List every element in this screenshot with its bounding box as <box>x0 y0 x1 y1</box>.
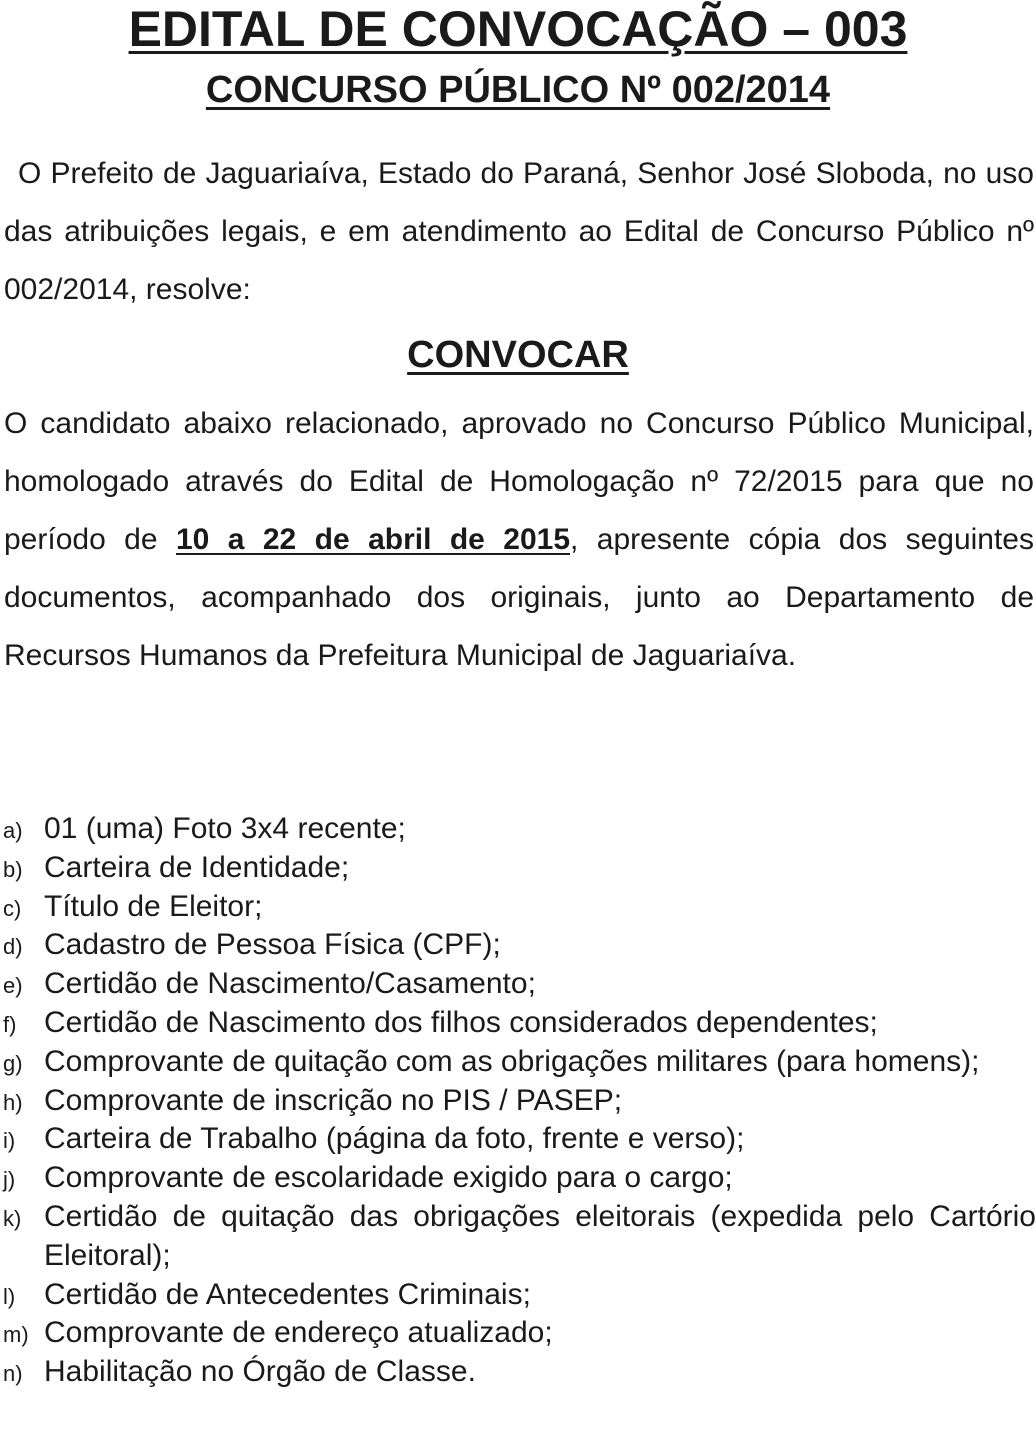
documents-list <box>0 810 1036 1392</box>
list-item-marker: l) <box>3 1283 16 1309</box>
list-item-marker: b) <box>3 856 23 882</box>
list-item <box>0 888 1036 927</box>
list-item-marker: g) <box>3 1050 23 1076</box>
list-item <box>0 1198 1036 1276</box>
list-item-marker: c) <box>3 895 22 921</box>
list-item-text: Certidão de Antecedentes Criminais; <box>44 1277 531 1311</box>
list-item-text: Comprovante de escolaridade exigido para o cargo; <box>44 1161 733 1195</box>
page-title <box>0 0 1036 58</box>
convocar-heading <box>0 327 1036 383</box>
page-subtitle <box>0 66 1036 114</box>
intro-paragraph <box>4 145 1034 319</box>
list-item <box>0 1159 1036 1198</box>
list-item-marker: j) <box>3 1167 16 1193</box>
list-item <box>0 1082 1036 1121</box>
list-item-marker: e) <box>3 973 23 999</box>
page-title-text: EDITAL DE CONVOCAÇÃO – 003 <box>128 1 908 57</box>
list-item <box>0 1004 1036 1043</box>
list-item <box>0 926 1036 965</box>
list-item <box>0 1314 1036 1353</box>
list-item <box>0 810 1036 849</box>
list-item-text: Título de Eleitor; <box>44 889 263 923</box>
list-item <box>0 1353 1036 1392</box>
list-item-text: Comprovante de endereço atualizado; <box>44 1316 553 1350</box>
list-item-text: Comprovante de inscrição no PIS / PASEP; <box>44 1083 623 1117</box>
list-item-marker: f) <box>3 1011 17 1037</box>
page-subtitle-text: CONCURSO PÚBLICO Nº 002/2014 <box>205 69 831 111</box>
list-item-marker: d) <box>3 934 23 960</box>
list-item <box>0 1043 1036 1082</box>
list-item-marker: k) <box>3 1205 22 1231</box>
list-item-text: Carteira de Trabalho (página da foto, frente e verso); <box>44 1122 745 1156</box>
list-item <box>0 1120 1036 1159</box>
list-item-marker: i) <box>3 1128 16 1154</box>
intro-text: O Prefeito de Jaguariaíva, Estado do Paraná, Senhor José Sloboda, no uso das atribuições legais, e em atendimento ao Edital de Concurso Público nº 002/2014, resolve: <box>4 157 1034 306</box>
list-item-marker: h) <box>3 1089 23 1115</box>
list-item-marker: n) <box>3 1361 23 1387</box>
body-text-before: O candidato abaixo relacionado, aprovado no Concurso Público Municipal, homologado através do Edital de Homologação nº 72/2015 para que no período de <box>4 407 1034 556</box>
list-item-marker: a) <box>3 818 23 843</box>
list-item-text: Certidão de Nascimento/Casamento; <box>44 967 536 1001</box>
period-highlight: 10 a 22 de abril de 2015 <box>175 523 571 556</box>
convocar-heading-text: CONVOCAR <box>407 334 629 376</box>
list-item-text: Cadastro de Pessoa Física (CPF); <box>44 928 501 962</box>
body-paragraph <box>4 395 1034 685</box>
list-item <box>0 849 1036 888</box>
body-text-after: , apresente cópia dos seguintes documentos, acompanhado dos originais, junto ao Departamento de Recursos Humanos da Prefeitura Municipal de Jaguariaíva. <box>4 523 1034 672</box>
list-item-marker: m) <box>3 1322 29 1348</box>
list-item-text: 01 (uma) Foto 3x4 recente; <box>44 812 406 845</box>
list-item-text: Habilitação no Órgão de Classe. <box>44 1355 476 1389</box>
list-item-text: Comprovante de quitação com as obrigações militares (para homens); <box>44 1044 980 1078</box>
list-item <box>0 965 1036 1004</box>
list-item-text: Certidão de quitação das obrigações eleitorais (expedida pelo Cartório Eleitoral); <box>44 1199 1036 1272</box>
list-item-text: Carteira de Identidade; <box>44 850 350 884</box>
list-item <box>0 1276 1036 1315</box>
list-item-text: Certidão de Nascimento dos filhos considerados dependentes; <box>44 1005 878 1039</box>
